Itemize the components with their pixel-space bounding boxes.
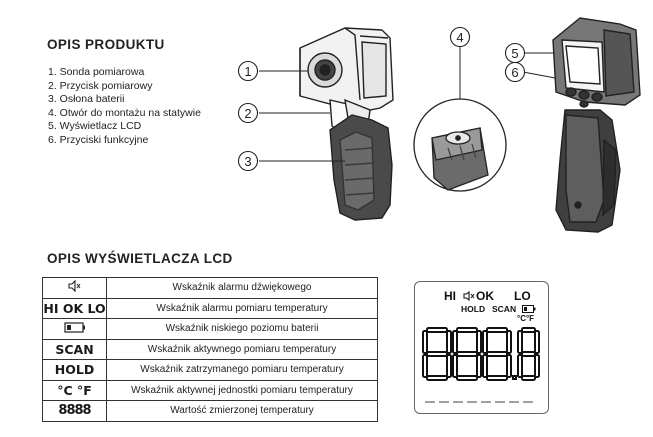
symbol-cell xyxy=(43,278,107,299)
table-row xyxy=(43,360,378,381)
lcd-symbol-table xyxy=(42,277,378,422)
battery-icon xyxy=(64,322,86,333)
table-row xyxy=(43,380,378,401)
description-cell: Wskaźnik alarmu dźwiękowego xyxy=(107,278,378,299)
lcd-hi: HI xyxy=(444,289,456,303)
symbol-cell xyxy=(43,319,107,340)
symbol-cell: HOLD xyxy=(43,360,107,381)
table-row xyxy=(43,401,378,422)
lcd-lo: LO xyxy=(514,289,531,303)
symbol-cell: 8888 xyxy=(43,401,107,422)
list-item: 3. Osłona baterii xyxy=(48,93,125,106)
callout-6: 6 xyxy=(511,65,519,80)
table-row xyxy=(43,319,378,340)
lcd-speaker-icon xyxy=(463,291,475,301)
symbol-cell: HI OK LO xyxy=(43,298,107,319)
list-item: 1. Sonda pomiarowa xyxy=(48,66,145,78)
lcd-bargraph xyxy=(423,399,541,405)
lcd-units: °C°F xyxy=(517,314,535,323)
table-row xyxy=(43,339,378,360)
description-cell: Wskaźnik zatrzymanego pomiaru temperatury xyxy=(107,360,378,381)
lcd-scan: SCAN xyxy=(492,304,517,314)
callout-4: 4 xyxy=(456,30,464,45)
description-cell: Wartość zmierzonej temperatury xyxy=(107,401,378,422)
description-cell: Wskaźnik alarmu pomiaru temperatury xyxy=(107,298,378,319)
lcd-ok: OK xyxy=(476,289,494,303)
list-item: 5. Wyświetlacz LCD xyxy=(48,120,142,133)
lcd-digits xyxy=(423,326,541,384)
thermometer-side-view xyxy=(300,28,393,220)
callout-3: 3 xyxy=(244,154,252,169)
description-cell: Wskaźnik aktywnej jednostki pomiaru temperatury xyxy=(107,380,378,401)
product-heading: OPIS PRODUKTU xyxy=(47,37,165,52)
list-item: 2. Przycisk pomiarowy xyxy=(48,79,153,92)
description-cell: Wskaźnik aktywnego pomiaru temperatury xyxy=(107,339,378,360)
symbol-cell: SCAN xyxy=(43,339,107,360)
description-cell: Wskaźnik niskiego poziomu baterii xyxy=(107,319,378,340)
list-item: 6. Przyciski funkcyjne xyxy=(48,133,149,146)
callout-5: 5 xyxy=(511,46,519,61)
lcd-hold: HOLD xyxy=(461,304,486,314)
table-row xyxy=(43,278,378,299)
speaker-icon xyxy=(68,280,82,292)
callout-1: 1 xyxy=(244,64,252,79)
lcd-battery-icon xyxy=(522,305,536,313)
tripod-hole-inset xyxy=(414,99,506,191)
lcd-screen xyxy=(414,281,549,414)
list-item: 4. Otwór do montażu na statywie xyxy=(48,106,201,119)
thermometer-front-view xyxy=(553,18,640,232)
callout-2: 2 xyxy=(244,106,252,121)
table-row xyxy=(43,298,378,319)
display-heading: OPIS WYŚWIETLACZA LCD xyxy=(47,251,233,266)
symbol-cell: °C °F xyxy=(43,380,107,401)
